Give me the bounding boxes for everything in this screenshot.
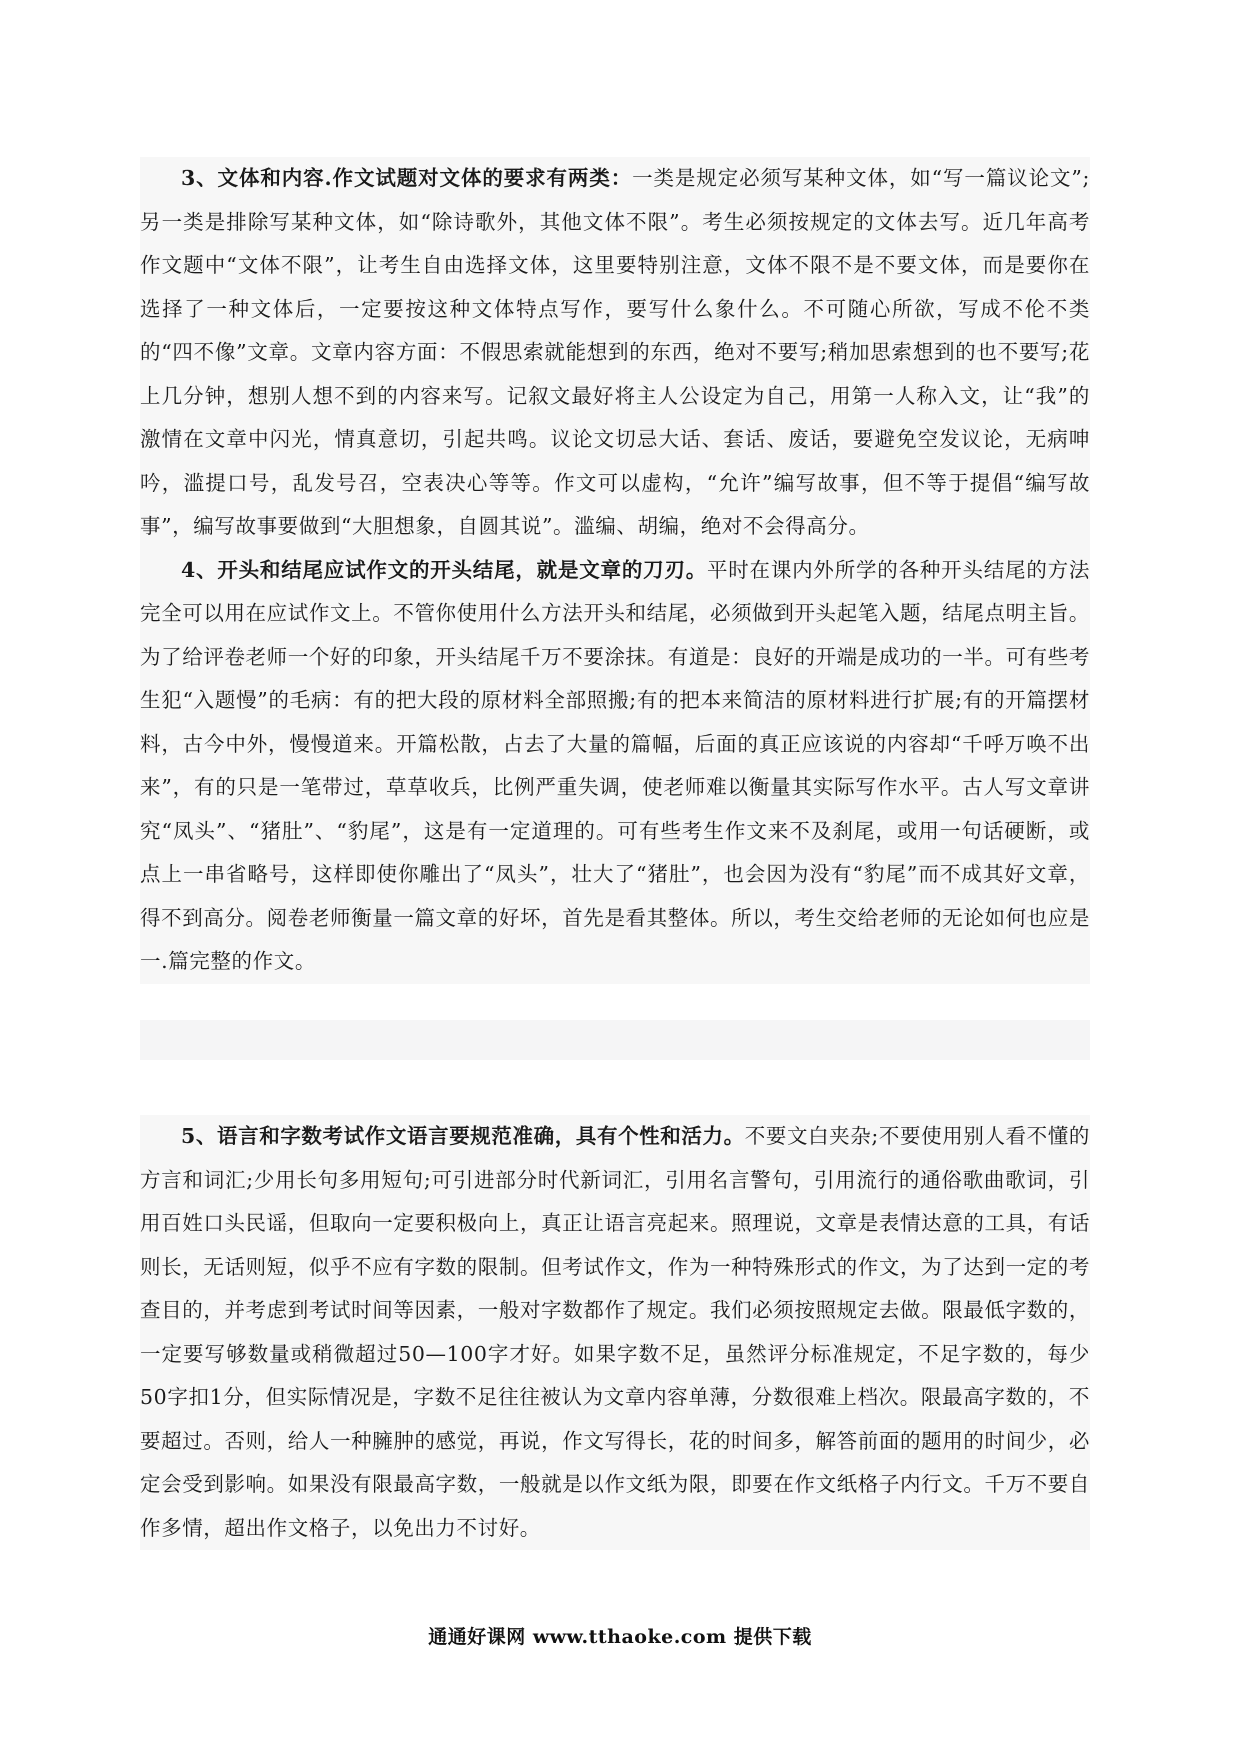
page-footer: 通通好课网 www.tthaoke.com 提供下载 bbox=[428, 1626, 812, 1648]
paragraph-section-5 bbox=[140, 1115, 1090, 1550]
section-5-body: 不要文白夹杂;不要使用别人看不懂的方言和词汇;少用长句多用短句;可引进部分时代新词汇，引用名言警句，引用流行的通俗歌曲歌词，引用百姓口头民谣，但取向一定要积极向上，真正让语言亮起来。照理说，文章是表情达意的工具，有话则长，无话则短，似乎不应有字数的限制。但考试作文，作为一种特殊形式的作文，为了达到一定的考查目的，并考虑到考试时间等因素，一般对字数都作了规定。我们必须按照规定去做。限最低字数的，一定要写够数量或稍微超过50—100字才好。如果字数不足，虽然评分标准规定，不足字数的，每少50字扣1分，但实际情况是，字数不足往往被认为文章内容单薄，分数很难上档次。限最高字数的，不要超过。否则，给人一种臃肿的感觉，再说，作文写得长，花的时间多，解答前面的题用的时间少，必定会受到影响。如果没有限最高字数，一般就是以作文纸为限，即要在作文纸格子内行文。千万不要自作多情，超出作文格子，以免出力不讨好。 bbox=[140, 1124, 1090, 1540]
text-block-upper bbox=[140, 157, 1090, 984]
section-3-body: 一类是规定必须写某种文体，如“写一篇议论文”;另一类是排除写某种文体，如“除诗歌外，其他文体不限”。考生必须按规定的文体去写。近几年高考作文题中“文体不限”，让考生自由选择文体，这里要特别注意，文体不限不是不要文体，而是要你在选择了一种文体后，一定要按这种文体特点写作，要写什么象什么。不可随心所欲，写成不伦不类的“四不像”文章。文章内容方面：不假思索就能想到的东西，绝对不要写;稍加思索想到的也不要写;花上几分钟，想别人想不到的内容来写。记叙文最好将主人公设定为自己，用第一人称入文，让“我”的激情在文章中闪光，情真意切，引起共鸣。议论文切忌大话、套话、废话，要避免空发议论，无病呻吟，滥提口号，乱发号召，空表决心等等。作文可以虚构，“允许”编写故事，但不等于提倡“编写故事”，编写故事要做到“大胆想象，自圆其说”。滥编、胡编，绝对不会得高分。 bbox=[140, 166, 1090, 538]
section-5-heading: 5、语言和字数考试作文语言要规范准确，具有个性和活力。 bbox=[181, 1124, 745, 1148]
paragraph-section-4 bbox=[140, 549, 1090, 984]
text-block-lower bbox=[140, 1115, 1090, 1550]
faded-scan-band bbox=[140, 1020, 1090, 1060]
section-4-heading: 4、开头和结尾应试作文的开头结尾，就是文章的刀刃。 bbox=[181, 557, 707, 582]
section-3-heading: 3、文体和内容.作文试题对文体的要求有两类： bbox=[181, 166, 633, 190]
paragraph-section-3 bbox=[140, 157, 1090, 549]
section-4-body: 平时在课内外所学的各种开头结尾的方法完全可以用在应试作文上。不管你使用什么方法开头和结尾，必须做到开头起笔入题，结尾点明主旨。为了给评卷老师一个好的印象，开头结尾千万不要涂抹。有道是：良好的开端是成功的一半。可有些考生犯“入题慢”的毛病：有的把大段的原材料全部照搬;有的把本来简洁的原材料进行扩展;有的开篇摆材料，古今中外，慢慢道来。开篇松散，占去了大量的篇幅，后面的真正应该说的内容却“千呼万唤不出来”，有的只是一笔带过，草草收兵，比例严重失调，使老师难以衡量其实际写作水平。古人写文章讲究“凤头”、“猪肚”、“豹尾”，这是有一定道理的。可有些考生作文来不及刹尾，或用一句话硬断，或点上一串省略号，这样即使你雕出了“凤头”，壮大了“猪肚”，也会因为没有“豹尾”而不成其好文章，得不到高分。阅卷老师衡量一篇文章的好坏，首先是看其整体。所以，考生交给老师的无论如何也应是一.篇完整的作文。 bbox=[140, 557, 1090, 973]
